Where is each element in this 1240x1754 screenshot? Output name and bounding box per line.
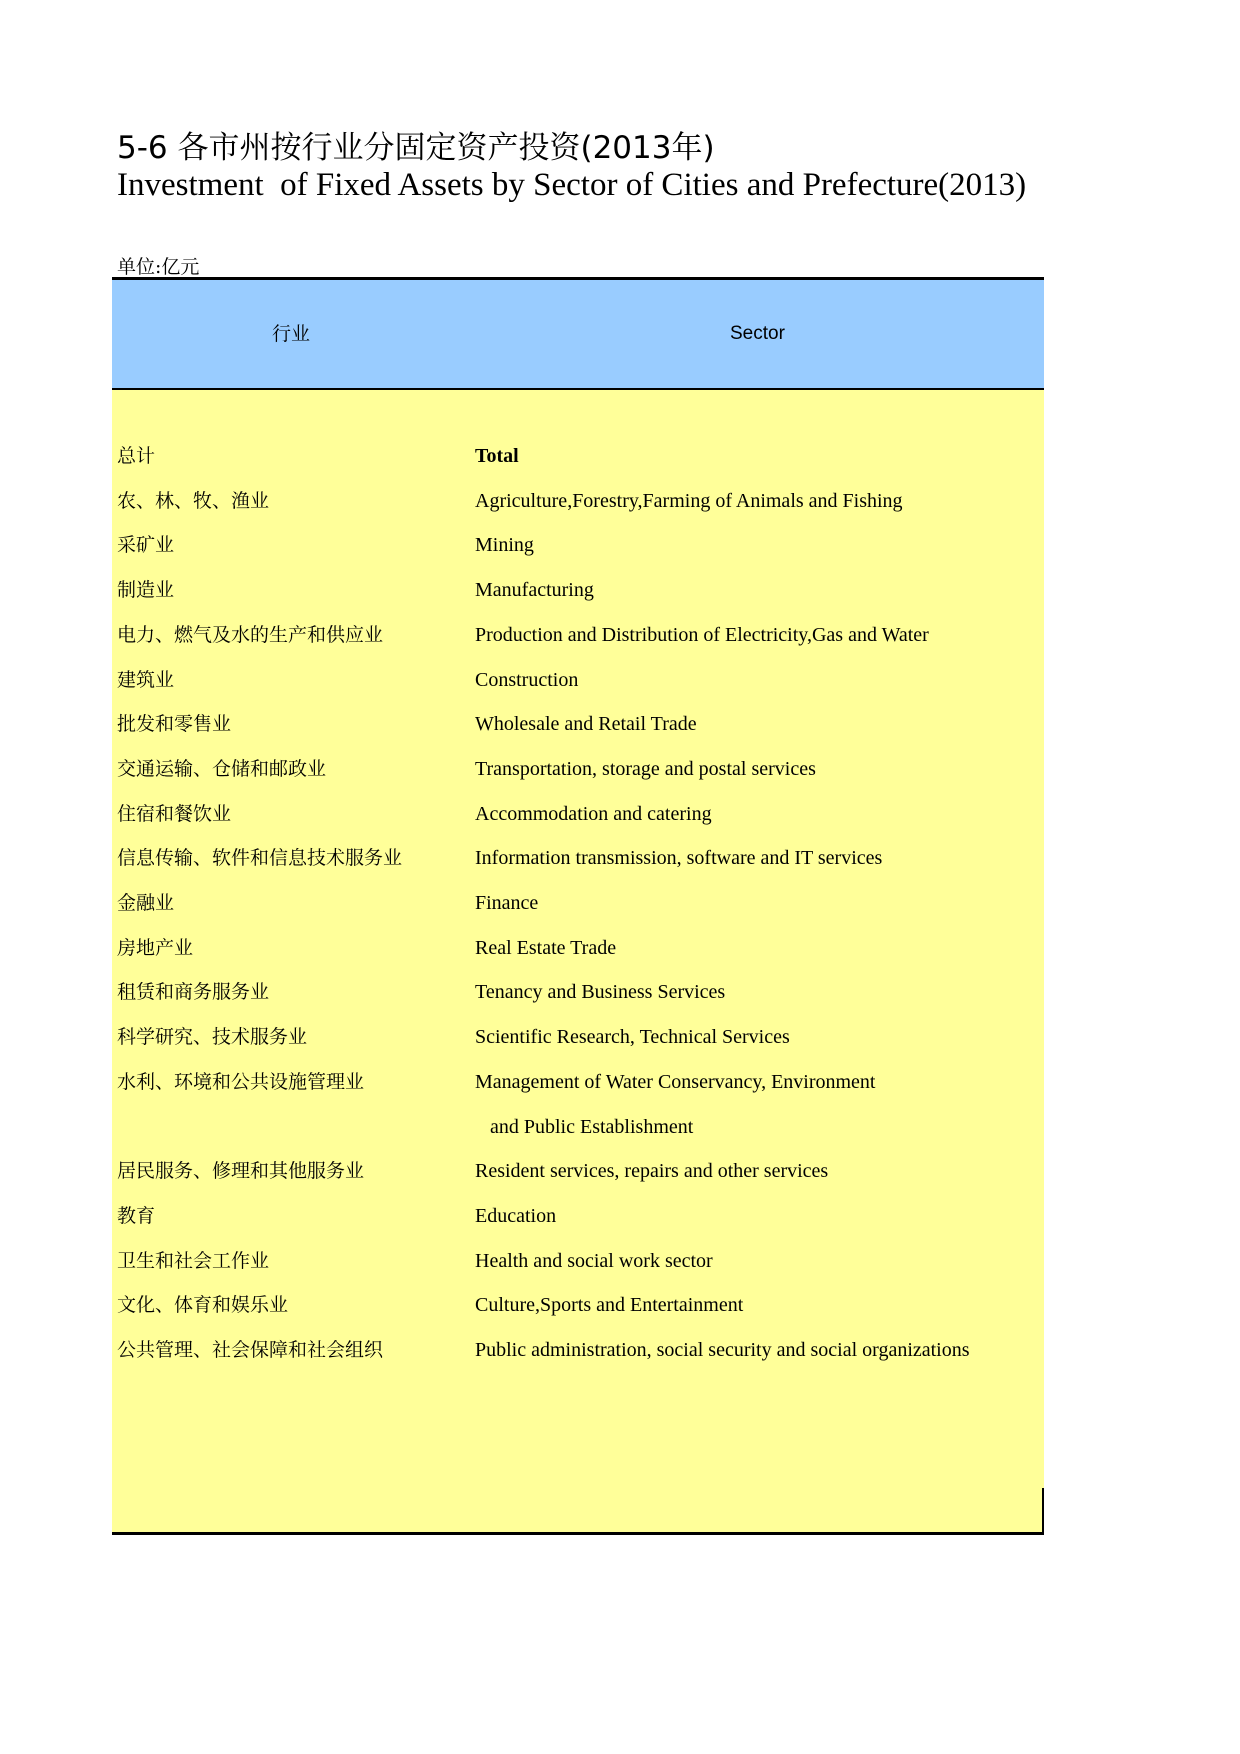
sector-cn: 水利、环境和公共设施管理业 — [117, 1070, 365, 1093]
sector-en: Construction — [475, 668, 579, 691]
table-row — [112, 1057, 1044, 1107]
sector-cn: 科学研究、技术服务业 — [117, 1026, 308, 1049]
sector-table — [112, 277, 1044, 1535]
right-border-mark — [1042, 1488, 1044, 1534]
table-row — [112, 655, 1044, 705]
table-row — [112, 744, 1044, 794]
sector-en: Accommodation and catering — [475, 802, 712, 825]
sector-en: Production and Distribution of Electricity,Gas and Water — [475, 623, 929, 646]
sector-cn: 房地产业 — [117, 936, 194, 959]
table-row — [112, 923, 1044, 973]
table-row — [112, 1102, 1044, 1152]
sector-en: Information transmission, software and IT services — [475, 847, 883, 870]
sector-en: Education — [475, 1204, 557, 1227]
sector-en: Scientific Research, Technical Services — [475, 1026, 790, 1049]
table-row — [112, 967, 1044, 1017]
table-row — [112, 1280, 1044, 1330]
sector-cn: 总计 — [117, 445, 156, 467]
table-row — [112, 610, 1044, 660]
header-sector-cn: 行业 — [272, 323, 311, 345]
table-row — [112, 476, 1044, 526]
page-title-en: Investment of Fixed Assets by Sector of Cities and Prefecture(2013) — [117, 167, 1027, 203]
sector-cn: 采矿业 — [117, 534, 175, 557]
sector-en: Health and social work sector — [475, 1249, 713, 1272]
sector-cn: 建筑业 — [117, 668, 175, 691]
table-header — [112, 280, 1044, 390]
sector-en: Culture,Sports and Entertainment — [475, 1294, 744, 1317]
sector-en: Finance — [475, 892, 539, 914]
sector-en: Manufacturing — [475, 579, 594, 602]
sector-cn: 卫生和社会工作业 — [117, 1249, 270, 1272]
table-body — [112, 390, 1044, 1535]
table-row — [112, 1236, 1044, 1286]
sector-cn: 文化、体育和娱乐业 — [117, 1294, 289, 1317]
table-row — [112, 833, 1044, 883]
sector-en: Mining — [475, 534, 534, 557]
header-sector-en: Sector — [730, 323, 785, 344]
table-row — [112, 1191, 1044, 1241]
table-row — [112, 431, 1044, 481]
sector-en: Management of Water Conservancy, Environment — [475, 1070, 876, 1093]
table-row — [112, 878, 1044, 928]
sector-en: Real Estate Trade — [475, 936, 617, 959]
sector-cn: 公共管理、社会保障和社会组织 — [117, 1339, 384, 1361]
table-row — [112, 1012, 1044, 1062]
sector-en: Resident services, repairs and other services — [475, 1160, 829, 1183]
sector-cn: 信息传输、软件和信息技术服务业 — [117, 847, 403, 870]
sector-cn: 居民服务、修理和其他服务业 — [117, 1160, 365, 1183]
sector-cn: 农、林、牧、渔业 — [117, 489, 270, 512]
unit-label: 单位:亿元 — [117, 256, 200, 278]
sector-en: Transportation, storage and postal services — [475, 757, 816, 780]
sector-en: Tenancy and Business Services — [475, 981, 726, 1004]
table-row — [112, 1325, 1044, 1375]
sector-cn: 电力、燃气及水的生产和供应业 — [117, 623, 384, 646]
sector-en: and Public Establishment — [490, 1115, 694, 1138]
table-row — [112, 1146, 1044, 1196]
sector-cn: 金融业 — [117, 892, 175, 914]
sector-en: Agriculture,Forestry,Farming of Animals and Fishing — [475, 489, 903, 512]
table-row — [112, 789, 1044, 839]
sector-en: Total — [475, 445, 519, 467]
sector-en: Wholesale and Retail Trade — [475, 713, 697, 736]
sector-cn: 制造业 — [117, 579, 175, 602]
sector-cn: 交通运输、仓储和邮政业 — [117, 757, 327, 780]
table-row — [112, 699, 1044, 749]
page-title-cn: 5-6 各市州按行业分固定资产投资(2013年) — [117, 130, 715, 166]
sector-cn: 教育 — [117, 1204, 156, 1227]
table-row — [112, 565, 1044, 615]
sector-en: Public administration, social security and social organizations — [475, 1339, 970, 1361]
sector-cn: 批发和零售业 — [117, 713, 232, 736]
sector-cn: 住宿和餐饮业 — [117, 802, 232, 825]
table-row — [112, 520, 1044, 570]
sector-cn: 租赁和商务服务业 — [117, 981, 270, 1004]
